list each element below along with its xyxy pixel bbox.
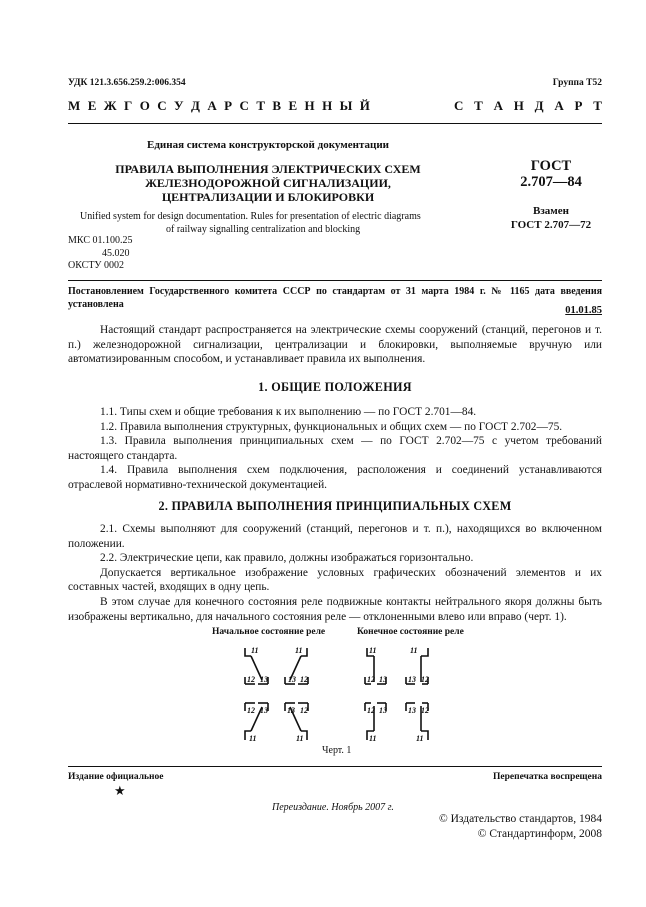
clause-2-2: 2.2. Электрические цепи, как правило, должны изображаться горизонтально. [100, 552, 474, 565]
reprint-prohibited: Перепечатка воспрещена [492, 772, 602, 782]
contact-label-13: 13 [260, 675, 268, 684]
okstu-code: ОКСТУ 0002 [68, 260, 125, 271]
banner-letter: Д [534, 98, 544, 113]
edition-official: Издание официальное [68, 772, 164, 782]
banner-letter: Н [322, 98, 333, 113]
contact-label-12: 12 [300, 706, 308, 715]
contact-label-13: 13 [287, 706, 295, 715]
contact-label-12: 12 [421, 675, 429, 684]
contact-label-11: 11 [416, 734, 424, 743]
section-2-heading: 2. ПРАВИЛА ВЫПОЛНЕНИЯ ПРИНЦИПИАЛЬНЫХ СХЕМ [158, 499, 512, 513]
contact-label-11: 11 [369, 646, 377, 655]
relay-contact-initial-4 [285, 703, 308, 743]
title-line: ПРАВИЛА ВЫПОЛНЕНИЯ ЭЛЕКТРИЧЕСКИХ СХЕМ [115, 162, 421, 176]
banner-letter: Й [359, 98, 370, 113]
banner-letter: Т [474, 98, 483, 113]
contact-label-11: 11 [249, 734, 257, 743]
reissue-note: Переиздание. Ноябрь 2007 г. [272, 802, 394, 813]
star-icon: ★ [114, 783, 126, 798]
banner-letter: Г [124, 98, 133, 113]
contact-label-11: 11 [369, 734, 377, 743]
label-final-state: Конечное состояние реле [357, 627, 464, 637]
title-line: ЦЕНТРАЛИЗАЦИИ И БЛОКИРОВКИ [161, 190, 375, 204]
contact-label-13: 13 [379, 706, 387, 715]
banner-letter: Д [191, 98, 200, 113]
banner-letter: Т [593, 98, 602, 113]
clause-1-4: 1.4. Правила выполнения схем подключения, расположения и соединений устанавливаются отраслевой нормативно-технической документацией. [68, 464, 602, 491]
clause-1-3: 1.3. Правила выполнения принципиальных схем — по ГОСТ 2.702—75 с учетом требований настоящего стандарта. [68, 435, 602, 462]
section-1-heading: 1. ОБЩИЕ ПОЛОЖЕНИЯ [258, 380, 412, 394]
contact-label-12: 12 [247, 706, 255, 715]
relay-contact-final-1 [365, 646, 387, 684]
contact-label-13: 13 [288, 675, 296, 684]
banner-letter: Ы [339, 98, 353, 113]
relay-contact-final-3 [365, 703, 387, 743]
gost-label: ГОСТ [530, 158, 572, 174]
clause-1-2: 1.2. Правила выполнения структурных, функциональных и общих схем — по ГОСТ 2.702—75. [100, 420, 563, 433]
copyright-block [439, 812, 602, 841]
banner-letter: В [272, 98, 282, 113]
banner-letter: А [554, 98, 564, 113]
banner-letter: С [157, 98, 167, 113]
banner-letter: Е [87, 98, 97, 113]
resolution-text: Постановлением Государственного комитета СССР по стандартам от 31 марта 1984 г. № 1165 дата введения установлена [68, 286, 602, 310]
banner-letter: А [207, 98, 217, 113]
clause-2-1: 2.1. Схемы выполняют для сооружений (станций, перегонов и т. п.), находящихся во включенном положении. [68, 523, 602, 550]
relay-contact-final-4 [406, 703, 429, 743]
banner-letter: С [454, 98, 464, 113]
udc-code: УДК 121.3.656.259.2:006.354 [68, 78, 186, 88]
banner-letter: Р [224, 98, 233, 113]
contact-label-12: 12 [367, 706, 375, 715]
banner-letter: С [239, 98, 249, 113]
replaces-label: Взамен [533, 205, 569, 217]
banner-letter: А [493, 98, 503, 113]
contact-label-12: 12 [421, 706, 429, 715]
footer-divider [68, 766, 602, 767]
clause-2-2-vertical: В этом случае для конечного состояния реле подвижные контакты нейтрального якоря должны быть изображены вертикально, для начального состояния реле — отклоненными влево или вправо (черт. 1). [68, 596, 602, 623]
banner-letter: Ж [103, 98, 117, 113]
gost-number: 2.707—84 [520, 174, 582, 190]
contact-label-13: 13 [260, 706, 268, 715]
group-code: Группа Т52 [552, 78, 602, 88]
figure-caption: Черт. 1 [322, 745, 352, 756]
replaces-value: ГОСТ 2.707—72 [510, 219, 592, 231]
english-title-line: Unified system for design documentation. Rules for presentation of electric diagrams [80, 211, 421, 222]
mks-code-2: 45.020 [102, 247, 130, 259]
contact-label-12: 12 [247, 675, 255, 684]
clause-2-2-note: Допускается вертикальное изображение условных графических обозначений элементов и их составных частей, входящих в одну цепь. [68, 566, 602, 594]
banner-letter: Е [288, 98, 298, 113]
system-name: Единая система конструкторской документации [147, 139, 389, 151]
intro-paragraph: Настоящий стандарт распространяется на электрические схемы сооружений (станций, перегонов и т. п.) железнодорожной сигнализации, централизации и блокировки, выполняемые вручную или автоматизированным способом, и устанавливает правила их выполнения. [68, 324, 602, 366]
label-initial-state: Начальное состояние реле [212, 627, 326, 637]
banner-letter: Н [304, 98, 315, 113]
banner-letter: Р [574, 98, 583, 113]
banner-letter: Т [256, 98, 265, 113]
introduction-date: 01.01.85 [565, 305, 602, 316]
relay-contact-initial-2 [285, 646, 308, 684]
clause-1-1: 1.1. Типы схем и общие требования к их выполнению — по ГОСТ 2.701—84. [100, 406, 477, 418]
banner-letter: М [68, 98, 81, 113]
banner-letter: У [174, 98, 184, 113]
copyright-line: © Издательство стандартов, 1984 [438, 813, 602, 825]
contact-label-13: 13 [408, 675, 416, 684]
contact-label-12: 12 [367, 675, 375, 684]
banner-letter: Н [513, 98, 524, 113]
contact-label-11: 11 [251, 646, 259, 655]
relay-contact-initial-1 [245, 646, 268, 684]
relay-contact-final-2 [406, 646, 429, 684]
title-line: ЖЕЛЕЗНОДОРОЖНОЙ СИГНАЛИЗАЦИИ, [145, 176, 391, 190]
banner-letter: О [139, 98, 150, 113]
contact-label-11: 11 [295, 646, 303, 655]
relay-contact-initial-3 [245, 703, 268, 743]
contact-label-13: 13 [379, 675, 387, 684]
english-title-line: of railway signalling centralization and blocking [166, 224, 361, 235]
contact-label-12: 12 [300, 675, 308, 684]
contact-label-11: 11 [296, 734, 304, 743]
mks-code: МКС 01.100.25 [68, 235, 133, 246]
copyright-line: © Стандартинформ, 2008 [477, 827, 602, 840]
contact-label-11: 11 [410, 646, 418, 655]
contact-label-13: 13 [408, 706, 416, 715]
